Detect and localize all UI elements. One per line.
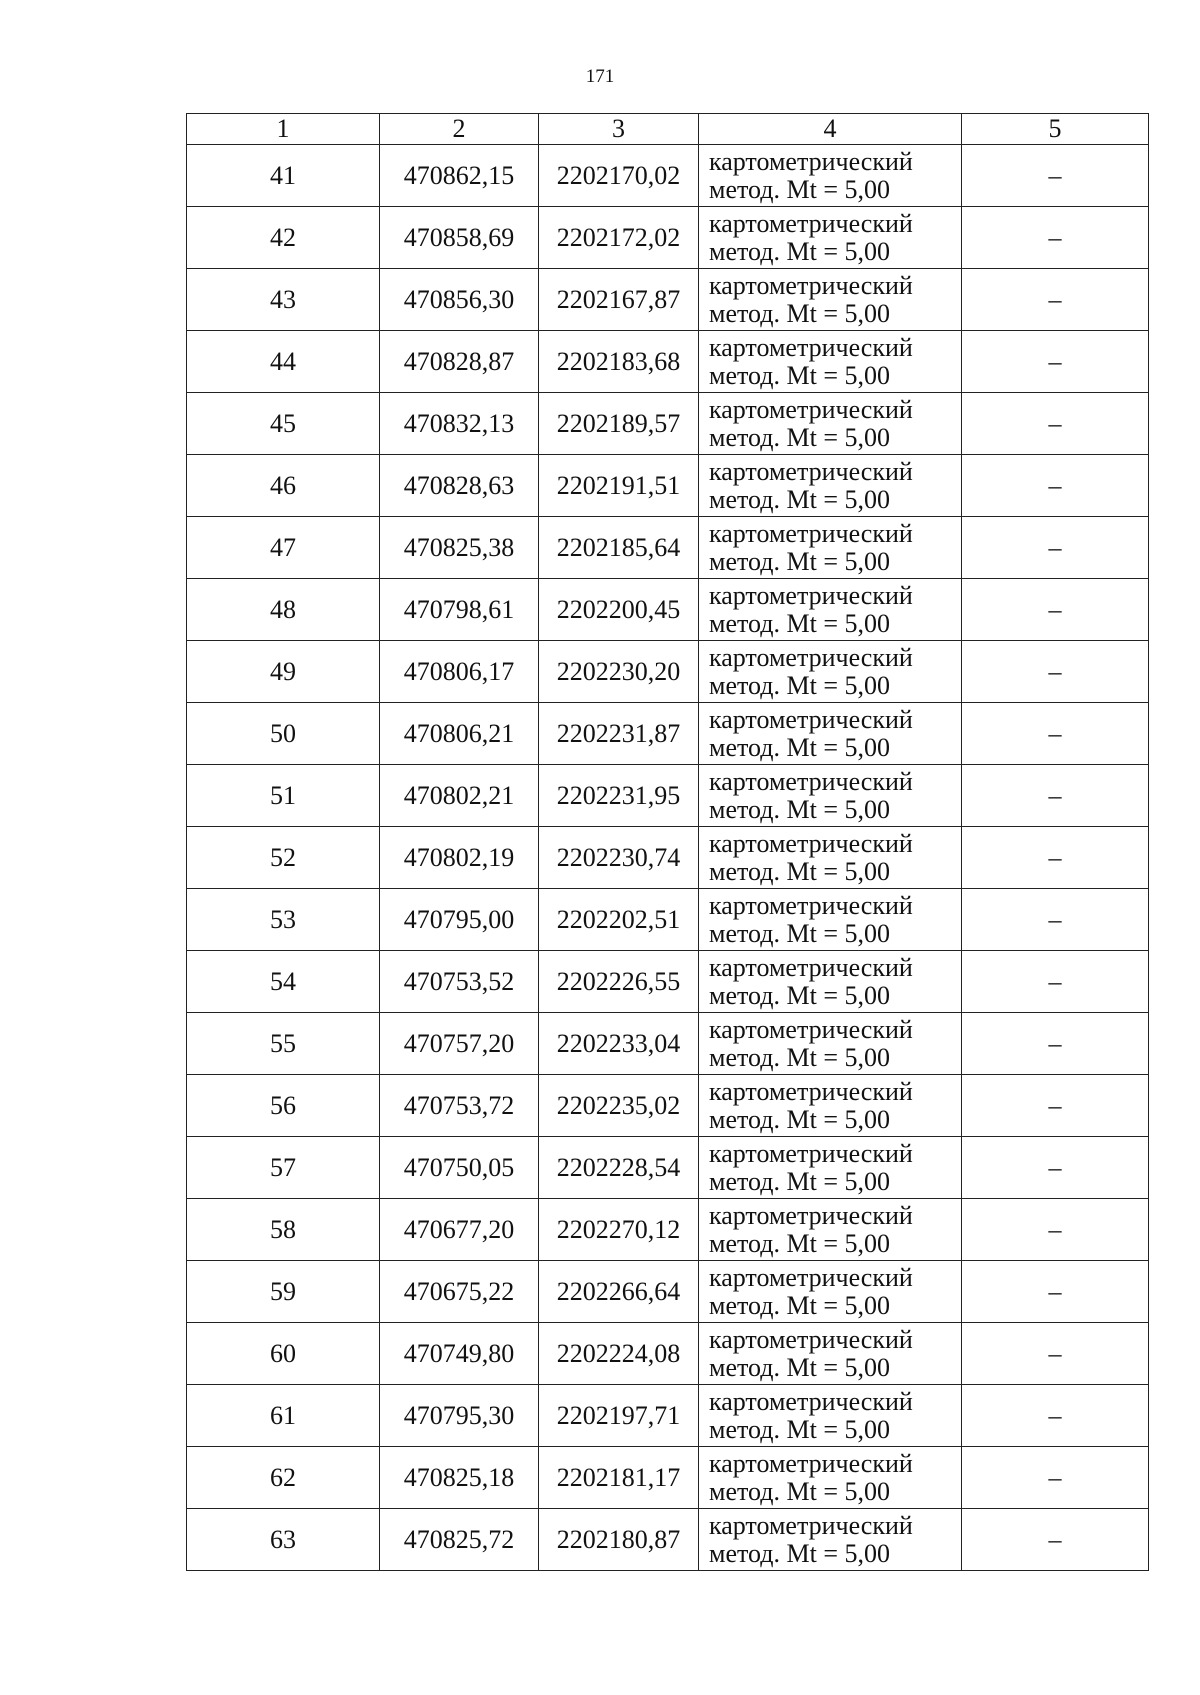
note-cell: –: [962, 889, 1149, 951]
y-coordinate-cell: 2202233,04: [539, 1013, 699, 1075]
y-coordinate-cell: 2202200,45: [539, 579, 699, 641]
method-cell: [699, 145, 962, 207]
method-line: картометрический: [709, 1510, 913, 1540]
method-line: картометрический: [709, 1386, 913, 1416]
method-line: картометрический: [709, 952, 913, 982]
table-row: [187, 1447, 1149, 1509]
y-coordinate-cell: 2202181,17: [539, 1447, 699, 1509]
header-col-4: 4: [699, 114, 962, 145]
table-row: [187, 951, 1149, 1013]
table-row: [187, 207, 1149, 269]
y-coordinate-cell: 2202191,51: [539, 455, 699, 517]
method-line: картометрический: [709, 1200, 913, 1230]
table-row: [187, 1199, 1149, 1261]
method-cell: [699, 331, 962, 393]
method-cell: [699, 1509, 962, 1571]
x-coordinate-cell: 470757,20: [380, 1013, 539, 1075]
method-line: метод. Mt = 5,00: [709, 1414, 890, 1444]
method-line: картометрический: [709, 1448, 913, 1478]
point-number-cell: 60: [187, 1323, 380, 1385]
x-coordinate-cell: 470795,30: [380, 1385, 539, 1447]
point-number-cell: 56: [187, 1075, 380, 1137]
method-cell: [699, 1137, 962, 1199]
note-cell: –: [962, 331, 1149, 393]
note-cell: –: [962, 641, 1149, 703]
table-row: [187, 1385, 1149, 1447]
method-line: метод. Mt = 5,00: [709, 918, 890, 948]
table-row: [187, 889, 1149, 951]
y-coordinate-cell: 2202202,51: [539, 889, 699, 951]
table-row: [187, 641, 1149, 703]
x-coordinate-cell: 470750,05: [380, 1137, 539, 1199]
point-number-cell: 50: [187, 703, 380, 765]
y-coordinate-cell: 2202172,02: [539, 207, 699, 269]
method-cell: [699, 765, 962, 827]
note-cell: –: [962, 1323, 1149, 1385]
y-coordinate-cell: 2202183,68: [539, 331, 699, 393]
note-cell: –: [962, 1137, 1149, 1199]
note-cell: –: [962, 1199, 1149, 1261]
x-coordinate-cell: 470828,63: [380, 455, 539, 517]
method-line: картометрический: [709, 1324, 913, 1354]
note-cell: –: [962, 455, 1149, 517]
y-coordinate-cell: 2202170,02: [539, 145, 699, 207]
note-cell: –: [962, 1447, 1149, 1509]
header-col-1: 1: [187, 114, 380, 145]
x-coordinate-cell: 470858,69: [380, 207, 539, 269]
coordinates-table: [186, 113, 1149, 1571]
method-cell: [699, 1323, 962, 1385]
method-cell: [699, 393, 962, 455]
x-coordinate-cell: 470862,15: [380, 145, 539, 207]
header-row: [187, 114, 1149, 145]
table-row: [187, 579, 1149, 641]
y-coordinate-cell: 2202235,02: [539, 1075, 699, 1137]
method-line: метод. Mt = 5,00: [709, 546, 890, 576]
x-coordinate-cell: 470825,18: [380, 1447, 539, 1509]
x-coordinate-cell: 470806,21: [380, 703, 539, 765]
method-line: метод. Mt = 5,00: [709, 422, 890, 452]
method-line: метод. Mt = 5,00: [709, 174, 890, 204]
table-row: [187, 1137, 1149, 1199]
method-line: картометрический: [709, 394, 913, 424]
page-number: 171: [585, 66, 615, 87]
table-row: [187, 827, 1149, 889]
x-coordinate-cell: 470856,30: [380, 269, 539, 331]
method-line: картометрический: [709, 704, 913, 734]
x-coordinate-cell: 470749,80: [380, 1323, 539, 1385]
point-number-cell: 61: [187, 1385, 380, 1447]
note-cell: –: [962, 1385, 1149, 1447]
point-number-cell: 45: [187, 393, 380, 455]
method-line: метод. Mt = 5,00: [709, 1104, 890, 1134]
method-line: метод. Mt = 5,00: [709, 732, 890, 762]
method-line: картометрический: [709, 766, 913, 796]
table-row: [187, 145, 1149, 207]
note-cell: –: [962, 579, 1149, 641]
note-cell: –: [962, 951, 1149, 1013]
note-cell: –: [962, 1013, 1149, 1075]
point-number-cell: 57: [187, 1137, 380, 1199]
method-line: метод. Mt = 5,00: [709, 236, 890, 266]
method-cell: [699, 207, 962, 269]
table-row: [187, 393, 1149, 455]
method-line: метод. Mt = 5,00: [709, 670, 890, 700]
x-coordinate-cell: 470798,61: [380, 579, 539, 641]
method-cell: [699, 455, 962, 517]
point-number-cell: 46: [187, 455, 380, 517]
method-line: метод. Mt = 5,00: [709, 1290, 890, 1320]
point-number-cell: 48: [187, 579, 380, 641]
method-cell: [699, 641, 962, 703]
y-coordinate-cell: 2202231,95: [539, 765, 699, 827]
method-line: метод. Mt = 5,00: [709, 360, 890, 390]
note-cell: –: [962, 765, 1149, 827]
table-row: [187, 1013, 1149, 1075]
method-line: картометрический: [709, 518, 913, 548]
method-cell: [699, 889, 962, 951]
y-coordinate-cell: 2202189,57: [539, 393, 699, 455]
table-header: [187, 114, 1149, 145]
method-line: метод. Mt = 5,00: [709, 1476, 890, 1506]
method-cell: [699, 517, 962, 579]
method-cell: [699, 951, 962, 1013]
method-line: метод. Mt = 5,00: [709, 794, 890, 824]
table-row: [187, 1509, 1149, 1571]
point-number-cell: 42: [187, 207, 380, 269]
method-line: метод. Mt = 5,00: [709, 298, 890, 328]
note-cell: –: [962, 703, 1149, 765]
header-col-2: 2: [380, 114, 539, 145]
method-line: картометрический: [709, 1262, 913, 1292]
point-number-cell: 47: [187, 517, 380, 579]
table-row: [187, 1261, 1149, 1323]
method-cell: [699, 1447, 962, 1509]
x-coordinate-cell: 470806,17: [380, 641, 539, 703]
x-coordinate-cell: 470795,00: [380, 889, 539, 951]
method-line: картометрический: [709, 890, 913, 920]
x-coordinate-cell: 470832,13: [380, 393, 539, 455]
table-row: [187, 1075, 1149, 1137]
method-line: метод. Mt = 5,00: [709, 1228, 890, 1258]
point-number-cell: 62: [187, 1447, 380, 1509]
method-line: метод. Mt = 5,00: [709, 1166, 890, 1196]
point-number-cell: 55: [187, 1013, 380, 1075]
table-body: [187, 145, 1149, 1571]
point-number-cell: 54: [187, 951, 380, 1013]
method-line: картометрический: [709, 1138, 913, 1168]
method-cell: [699, 1199, 962, 1261]
method-cell: [699, 1385, 962, 1447]
point-number-cell: 44: [187, 331, 380, 393]
header-col-5: 5: [962, 114, 1149, 145]
y-coordinate-cell: 2202230,20: [539, 641, 699, 703]
x-coordinate-cell: 470753,52: [380, 951, 539, 1013]
x-coordinate-cell: 470753,72: [380, 1075, 539, 1137]
method-line: картометрический: [709, 270, 913, 300]
y-coordinate-cell: 2202226,55: [539, 951, 699, 1013]
table-row: [187, 517, 1149, 579]
method-cell: [699, 827, 962, 889]
point-number-cell: 53: [187, 889, 380, 951]
y-coordinate-cell: 2202180,87: [539, 1509, 699, 1571]
note-cell: –: [962, 517, 1149, 579]
note-cell: –: [962, 827, 1149, 889]
point-number-cell: 43: [187, 269, 380, 331]
point-number-cell: 59: [187, 1261, 380, 1323]
method-line: метод. Mt = 5,00: [709, 484, 890, 514]
method-line: картометрический: [709, 208, 913, 238]
note-cell: –: [962, 269, 1149, 331]
note-cell: –: [962, 1509, 1149, 1571]
y-coordinate-cell: 2202167,87: [539, 269, 699, 331]
x-coordinate-cell: 470828,87: [380, 331, 539, 393]
method-line: картометрический: [709, 456, 913, 486]
method-cell: [699, 1075, 962, 1137]
x-coordinate-cell: 470677,20: [380, 1199, 539, 1261]
method-line: метод. Mt = 5,00: [709, 1042, 890, 1072]
method-line: картометрический: [709, 1076, 913, 1106]
method-cell: [699, 269, 962, 331]
method-line: картометрический: [709, 642, 913, 672]
table-row: [187, 703, 1149, 765]
point-number-cell: 41: [187, 145, 380, 207]
y-coordinate-cell: 2202185,64: [539, 517, 699, 579]
method-cell: [699, 1013, 962, 1075]
x-coordinate-cell: 470802,19: [380, 827, 539, 889]
method-line: картометрический: [709, 1014, 913, 1044]
table-row: [187, 455, 1149, 517]
method-line: метод. Mt = 5,00: [709, 608, 890, 638]
x-coordinate-cell: 470825,38: [380, 517, 539, 579]
table-row: [187, 331, 1149, 393]
method-cell: [699, 1261, 962, 1323]
point-number-cell: 63: [187, 1509, 380, 1571]
y-coordinate-cell: 2202230,74: [539, 827, 699, 889]
method-line: метод. Mt = 5,00: [709, 1352, 890, 1382]
y-coordinate-cell: 2202270,12: [539, 1199, 699, 1261]
method-line: картометрический: [709, 580, 913, 610]
table-row: [187, 765, 1149, 827]
note-cell: –: [962, 1075, 1149, 1137]
point-number-cell: 51: [187, 765, 380, 827]
table-row: [187, 1323, 1149, 1385]
method-cell: [699, 579, 962, 641]
table-row: [187, 269, 1149, 331]
method-line: метод. Mt = 5,00: [709, 980, 890, 1010]
y-coordinate-cell: 2202266,64: [539, 1261, 699, 1323]
x-coordinate-cell: 470825,72: [380, 1509, 539, 1571]
x-coordinate-cell: 470802,21: [380, 765, 539, 827]
note-cell: –: [962, 1261, 1149, 1323]
method-line: картометрический: [709, 828, 913, 858]
y-coordinate-cell: 2202231,87: [539, 703, 699, 765]
y-coordinate-cell: 2202197,71: [539, 1385, 699, 1447]
point-number-cell: 52: [187, 827, 380, 889]
method-line: картометрический: [709, 146, 913, 176]
note-cell: –: [962, 207, 1149, 269]
note-cell: –: [962, 145, 1149, 207]
note-cell: –: [962, 393, 1149, 455]
header-col-3: 3: [539, 114, 699, 145]
method-line: картометрический: [709, 332, 913, 362]
point-number-cell: 58: [187, 1199, 380, 1261]
method-line: метод. Mt = 5,00: [709, 856, 890, 886]
y-coordinate-cell: 2202224,08: [539, 1323, 699, 1385]
point-number-cell: 49: [187, 641, 380, 703]
x-coordinate-cell: 470675,22: [380, 1261, 539, 1323]
method-line: метод. Mt = 5,00: [709, 1538, 890, 1568]
method-cell: [699, 703, 962, 765]
y-coordinate-cell: 2202228,54: [539, 1137, 699, 1199]
